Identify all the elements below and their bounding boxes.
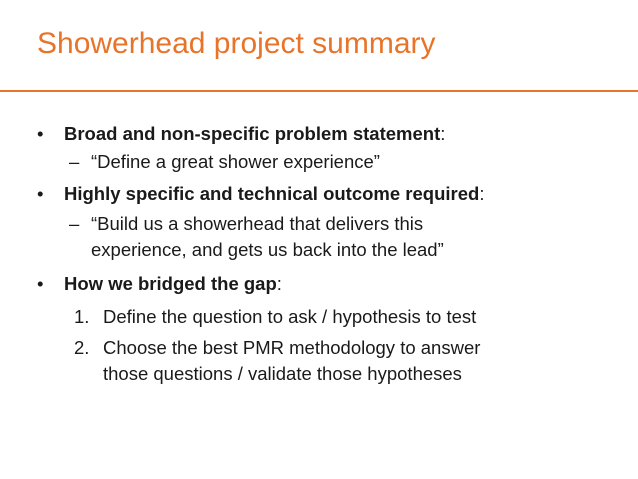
bullet-marker: • [37,123,44,144]
step-number: 1. [74,306,90,327]
bullet-1 [64,121,445,147]
bullet-marker: • [37,273,44,294]
bullet-3-colon: : [276,273,282,294]
step-1-text: Define the question to ask / hypothesis to test [103,306,477,327]
bullet-3-heading: How we bridged the gap [64,273,277,294]
bullet-2 [64,181,484,207]
bullet-marker: • [37,183,44,204]
bullet-3 [64,271,282,297]
bullet-2-colon: : [479,183,485,204]
bullet-2-sub-line-1: “Build us a showerhead that delivers this [91,213,424,234]
slide-title: Showerhead project summary [37,27,436,60]
step-number: 2. [74,337,90,358]
bullet-1-colon: : [440,123,446,144]
bullet-2-sub-line-2: experience, and gets us back into the lead” [91,239,444,260]
bullet-2-heading: Highly specific and technical outcome required [64,183,480,204]
sub-bullet-marker: – [69,151,80,172]
step-2-text-line-2: those questions / validate those hypotheses [103,363,462,384]
bullet-1-heading: Broad and non-specific problem statement [64,123,441,144]
bullet-1-sub-line: “Define a great shower experience” [91,151,380,172]
sub-bullet-marker: – [69,213,80,234]
step-2-text-line-1: Choose the best PMR methodology to answer [103,337,481,358]
